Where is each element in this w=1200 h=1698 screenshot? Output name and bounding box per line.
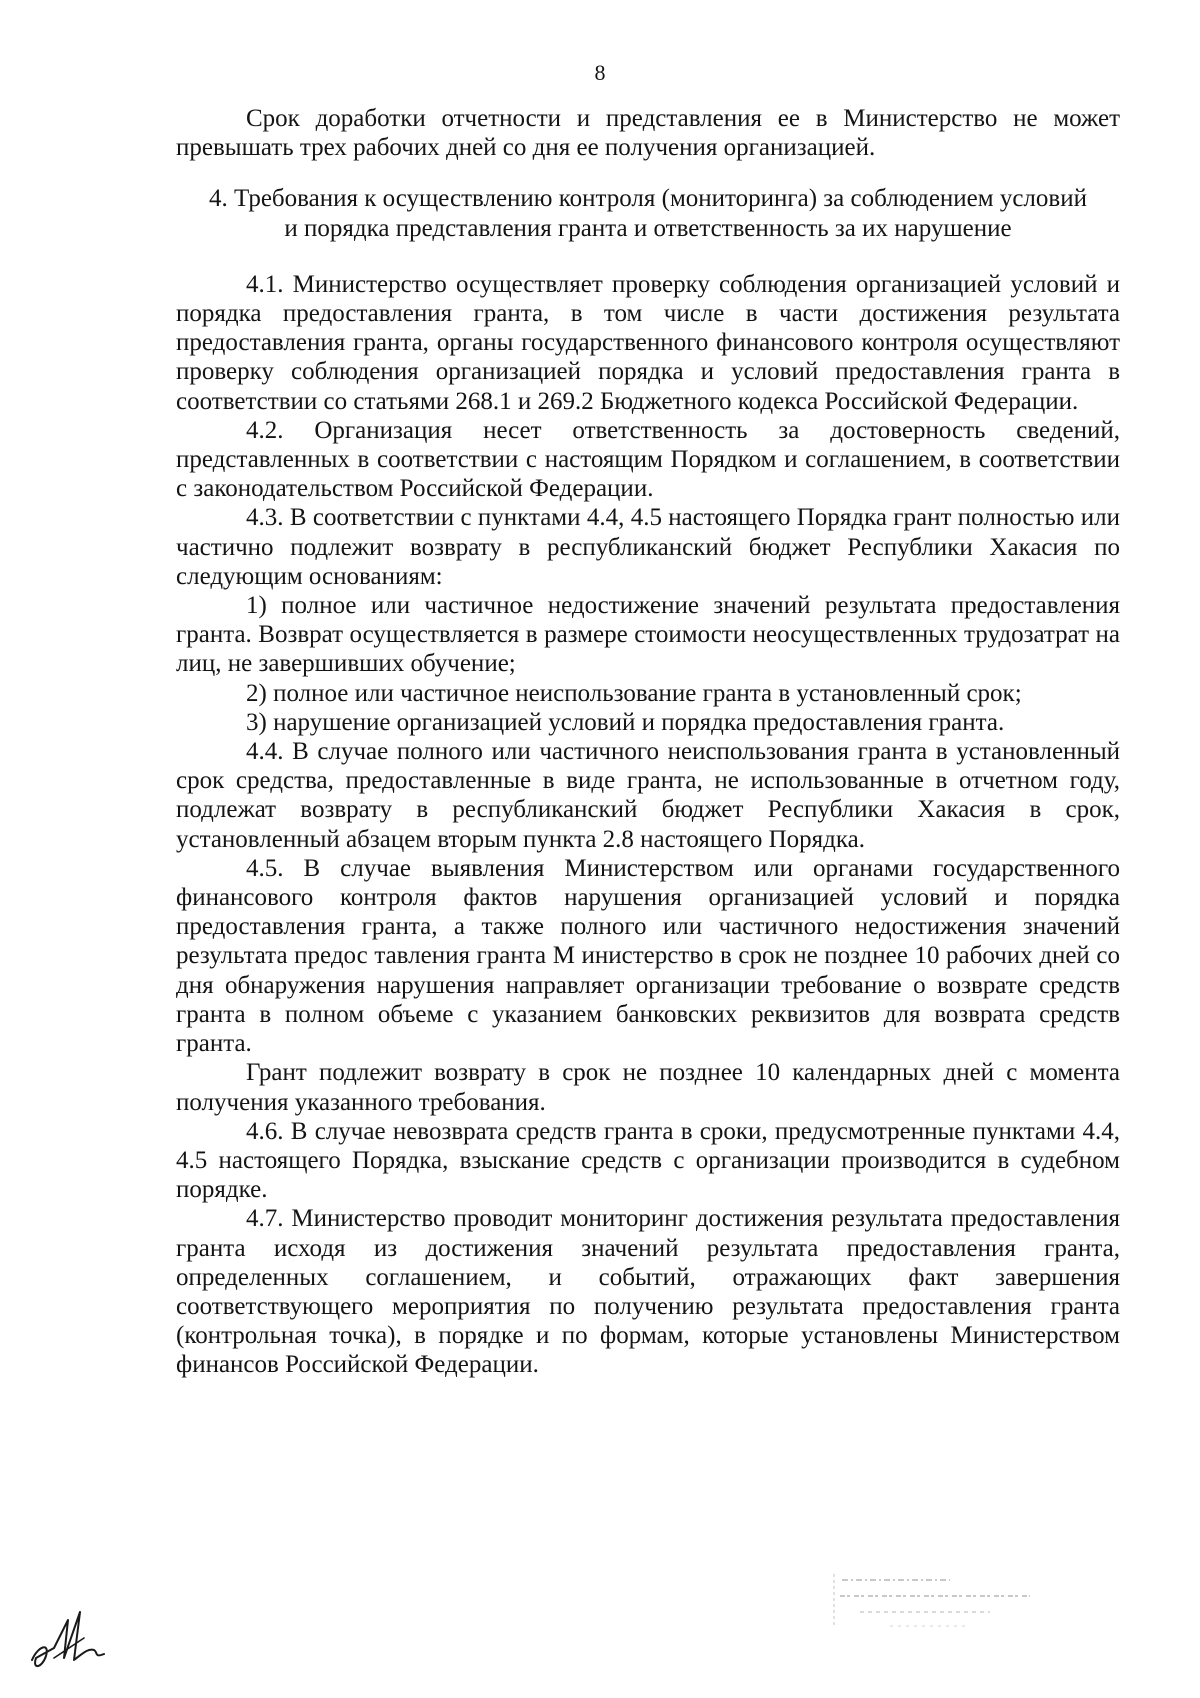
section-heading [176,184,1120,242]
document-body [176,104,1120,1380]
paragraph-4-1: 4.1. Министерство осуществляет проверку соблюдения организацией условий и порядка предоставления гранта, в том числе в части достижения результата предоставления гранта, органы государственного финансового контроля осуществляют проверку соблюдения организацией порядка и условий предоставления гранта в соответствии со статьями 268.1 и 269.2 Бюджетного кодекса Российской Федерации. [176,270,1120,415]
page-number: 8 [594,60,606,85]
paragraph-4-2: 4.2. Организация несет ответственность за достоверность сведений, представленных в соответствии с настоящим Порядком и соглашением, в соответствии с законодательством Российской Федерации. [176,416,1120,503]
paragraph-4-3: 4.3. В соответствии с пунктами 4.4, 4.5 настоящего Порядка грант полностью или частично подлежит возврату в республиканский бюджет Республики Хакасия по следующим основаниям: [176,504,1120,590]
paragraph-4-6: 4.6. В случае невозврата средств гранта в сроки, предусмотренные пунктами 4.4, 4.5 настоящего Порядка, взыскание средств с организации производится в судебном порядке. [176,1117,1120,1204]
stamp-mark [830,1568,1060,1638]
intro-paragraph: Срок доработки отчетности и представления ее в Министерство не может превышать трех рабочих дней со дня ее получения организацией. [176,105,1120,162]
section-heading-line-1: 4. Требования к осуществлению контроля (мониторинга) за соблюдением условий [209,185,1087,213]
list-item-2: 2) полное или частичное неиспользование гранта в установленный срок; [246,679,1022,707]
handwritten-signature [24,1598,114,1678]
paragraph-grant-return: Грант подлежит возврату в срок не позднее 10 календарных дней с момента получения указанного требования. [176,1059,1120,1116]
list-item-1: 1) полное или частичное недостижение значений результата предоставления гранта. Возврат осуществляется в размере стоимости неосуществленных трудозатрат на лиц, не завершивших обучение; [176,592,1120,678]
paragraph-4-4: 4.4. В случае полного или частичного неиспользования гранта в установленный срок средства, предоставленные в виде гранта, не использованные в отчетном году, подлежат возврату в республиканский бюджет Республики Хакасия в срок, установленный абзацем вторым пункта 2.8 настоящего Порядка. [176,738,1120,853]
paragraph-4-7: 4.7. Министерство проводит мониторинг достижения результата предоставления гранта исходя из достижения значений результата предоставления гранта, определенных соглашением, и событий, отражающих факт завершения соответствующего мероприятия по получению результата предоставления гранта (контрольная точка), в порядке и по формам, которые установлены Министерством финансов Российской Федерации. [176,1205,1120,1379]
paragraph-4-5: 4.5. В случае выявления Министерством или органами государственного финансового контроля фактов нарушения организацией условий и порядка предоставления гранта, а также полного или частичного недостижения значений результата предос тавления гранта М инистерство в срок не позднее 10 рабочих дней со дня обнаружения нарушения направляет организации требование о возврате средств гранта в полном объеме с указанием банковских реквизитов для возврата средств гранта. [176,854,1120,1058]
section-heading-line-2: и порядка представления гранта и ответственность за их нарушение [284,214,1012,242]
list-item-3: 3) нарушение организацией условий и порядка предоставления гранта. [246,708,1005,736]
